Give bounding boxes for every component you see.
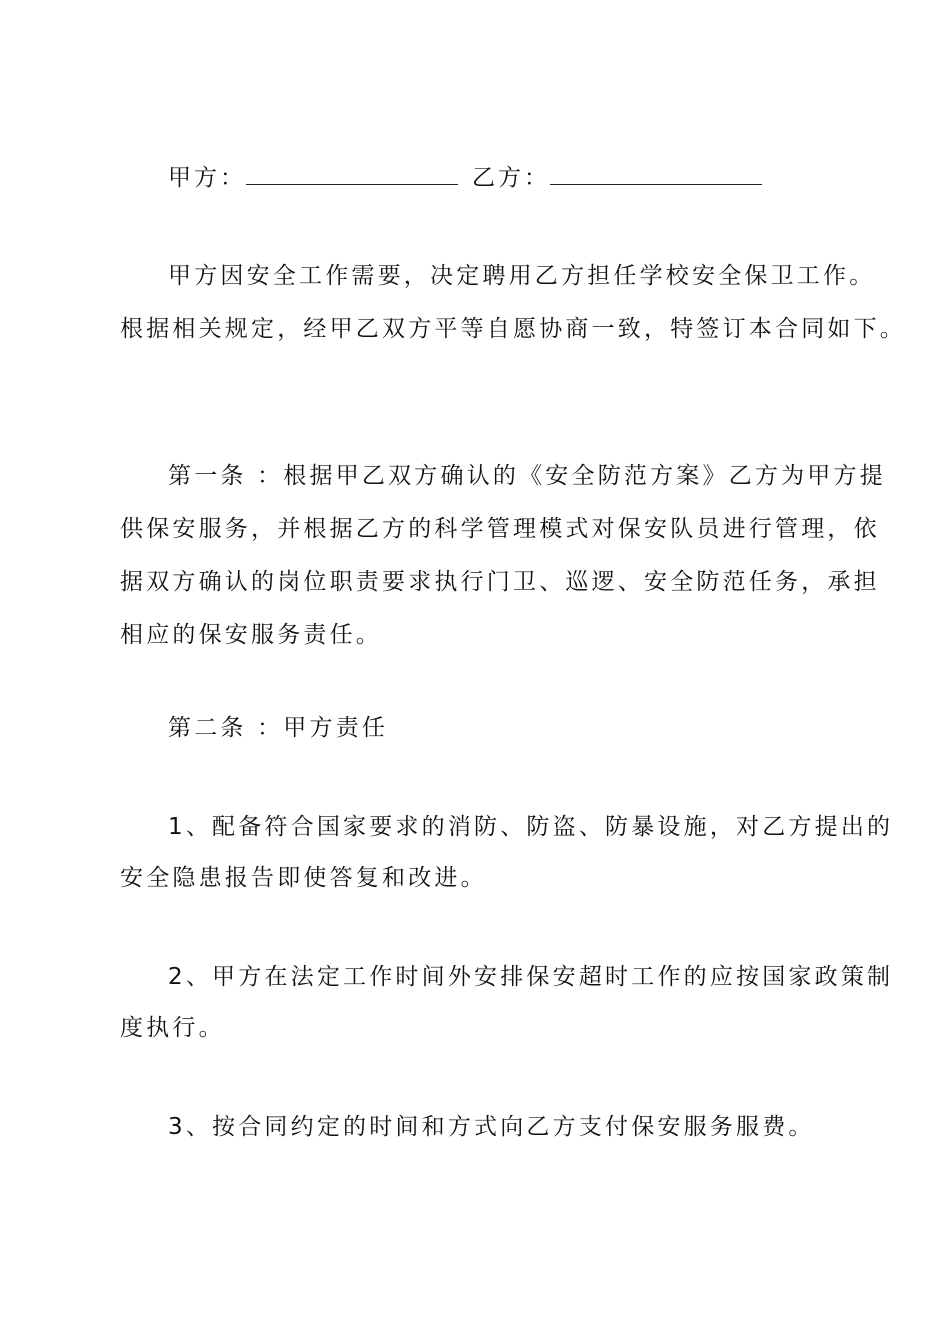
intro-line-2: 根据相关规定，经甲乙双方平等自愿协商一致，特签订本合同如下。 [120, 316, 906, 342]
party-a-label: 甲方： [168, 165, 246, 191]
article1-line-3: 据双方确认的岗位职责要求执行门卫、巡逻、安全防范任务，承担 [120, 569, 880, 595]
parties-line [168, 158, 776, 198]
article2-item3-line-1: 3、按合同约定的时间和方式向乙方支付保安服务服费。 [168, 1114, 815, 1140]
party-b-label: 乙方： [472, 165, 550, 191]
article2-item1-line-1: 1、配备符合国家要求的消防、防盗、防暴设施，对乙方提出的 [168, 814, 894, 840]
article1-line-2: 供保安服务，并根据乙方的科学管理模式对保安队员进行管理，依 [120, 516, 880, 542]
article2-item2-line-2: 度执行。 [120, 1015, 225, 1041]
intro-line-1: 甲方因安全工作需要，决定聘用乙方担任学校安全保卫工作。 [168, 263, 876, 289]
article2-item2-line-1: 2、甲方在法定工作时间外安排保安超时工作的应按国家政策制 [168, 964, 894, 990]
party-a-blank [246, 162, 458, 185]
article2-heading: 第二条 ：甲方责任 [168, 715, 389, 741]
party-b-blank [550, 162, 762, 185]
article1-line-4: 相应的保安服务责任。 [120, 622, 382, 648]
article1-line-1: 第一条 ：根据甲乙双方确认的《安全防范方案》乙方为甲方提 [168, 463, 886, 489]
article2-item1-line-2: 安全隐患报告即使答复和改进。 [120, 865, 487, 891]
